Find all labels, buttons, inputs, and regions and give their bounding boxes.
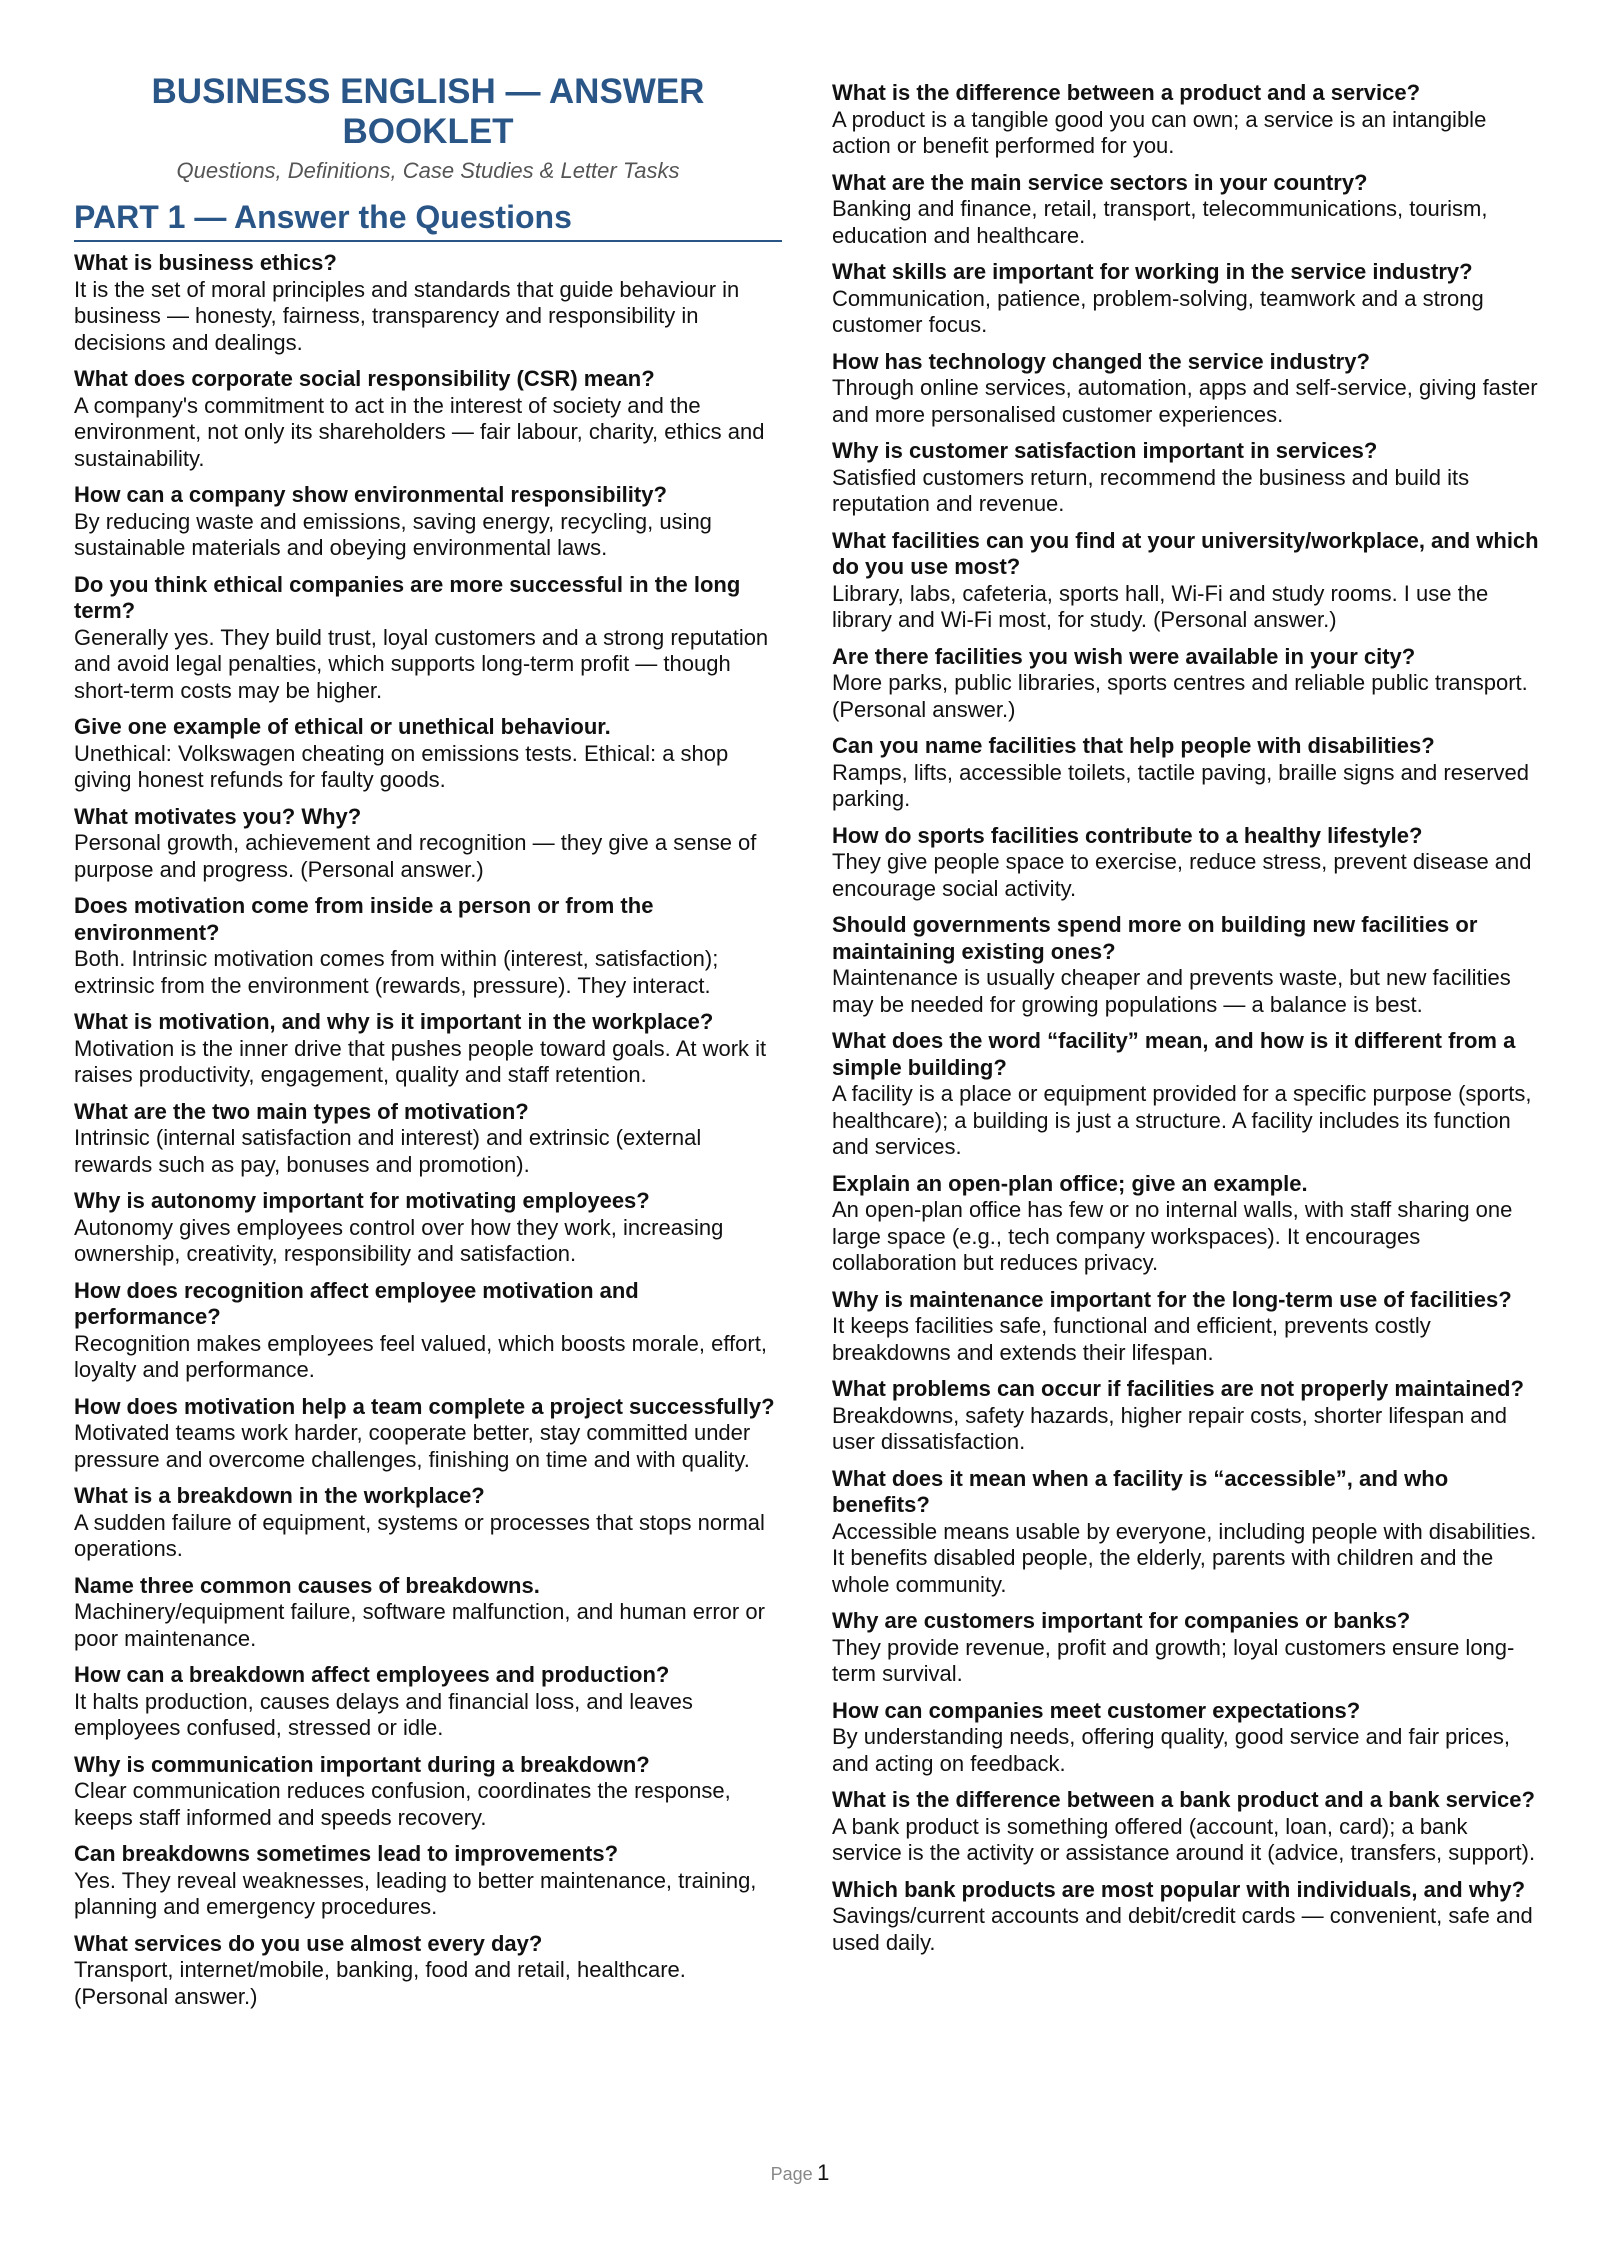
question-text: What motivates you? Why? [74,803,362,829]
qa-item [832,823,1540,903]
question-text: Name three common causes of breakdowns. [74,1572,540,1598]
answer-text: It is the set of moral principles and standards that guide behaviour in business — honesty, fairness, transparency and responsibility in decisions and dealings. [74,276,740,355]
qa-item [832,259,1540,339]
answer-text: Yes. They reveal weaknesses, leading to better maintenance, training, planning and emergency procedures. [74,1867,757,1919]
question-text: Can you name facilities that help people with disabilities? [832,733,1435,758]
answer-text: Ramps, lifts, accessible toilets, tactile paving, braille signs and reserved parking. [832,759,1529,811]
answer-text: Motivation is the inner drive that pushes people toward goals. At work it raises productivity, engagement, quality and staff retention. [74,1035,767,1087]
qa-item [74,1931,782,2011]
qa-item [832,170,1540,250]
question-text: What is a breakdown in the workplace? [74,1483,485,1508]
qa-item [74,1573,782,1653]
question-text: How do sports facilities contribute to a healthy lifestyle? [832,822,1423,848]
question-text: How can companies meet customer expectations? [832,1697,1361,1723]
qa-item [74,1278,782,1384]
answer-text: They provide revenue, profit and growth; loyal customers ensure long-term survival. [832,1634,1515,1686]
left-qa-list [74,250,782,2010]
question-text: How does motivation help a team complete a project successfully? [74,1393,775,1419]
question-text: What is the difference between a product and a service? [832,80,1421,105]
qa-item [74,893,782,999]
answer-text: They give people space to exercise, reduce stress, prevent disease and encourage social activity. [832,849,1532,901]
question-text: Can breakdowns sometimes lead to improvements? [74,1841,619,1866]
document-title: BUSINESS ENGLISH — ANSWER BOOKLET [151,72,705,151]
question-text: Why is maintenance important for the long-term use of facilities? [832,1286,1512,1312]
qa-item [832,1287,1540,1367]
answer-text: Maintenance is usually cheaper and prevents waste, but new facilities may be needed for growing populations — a balance is best. [832,965,1511,1017]
answer-text: Generally yes. They build trust, loyal customers and a strong reputation and avoid legal penalties, which supports long-term profit — though short-term costs may be higher. [74,624,769,703]
answer-text: Personal growth, achievement and recognition — they give a sense of purpose and progress. (Personal answer.) [74,830,757,882]
answer-text: An open-plan office has few or no internal walls, with staff sharing one large space (e.g., tech company workspaces). It encourages collaboration but reduces privacy. [832,1197,1513,1275]
answer-text: Breakdowns, safety hazards, higher repair costs, shorter lifespan and user dissatisfaction. [832,1402,1508,1454]
page-footer [0,2160,1600,2186]
answer-text: Intrinsic (internal satisfaction and interest) and extrinsic (external rewards such as pay, bonuses and promotion). [74,1125,702,1177]
question-text: Why is communication important during a breakdown? [74,1751,650,1777]
answer-text: A sudden failure of equipment, systems or processes that stops normal operations. [74,1509,765,1561]
qa-item [74,366,782,472]
answer-text: Satisfied customers return, recommend the business and build its reputation and revenue. [832,464,1470,516]
answer-text: It keeps facilities safe, functional and efficient, prevents costly breakdowns and extends their lifespan. [832,1313,1431,1365]
right-column [832,0,1540,1956]
question-text: What is motivation, and why is it important in the workplace? [74,1009,714,1034]
question-text: What are the main service sectors in your country? [832,169,1368,195]
question-text: How can a company show environmental responsibility? [74,482,667,507]
page-number: 1 [817,2160,830,2185]
qa-item [74,250,782,356]
answer-text: Unethical: Volkswagen cheating on emissions tests. Ethical: a shop giving honest refunds for faulty goods. [74,740,729,792]
answer-text: More parks, public libraries, sports centres and reliable public transport. (Personal answer.) [832,670,1528,722]
qa-item [832,1466,1540,1599]
qa-item [832,1608,1540,1688]
qa-item [74,1752,782,1832]
question-text: What is business ethics? [74,250,337,275]
answer-text: Communication, patience, problem-solving, teamwork and a strong customer focus. [832,285,1484,337]
qa-item [74,1394,782,1474]
qa-item [832,1171,1540,1277]
question-text: What services do you use almost every day? [74,1930,543,1956]
answer-text: Savings/current accounts and debit/credit cards — convenient, safe and used daily. [832,1903,1533,1955]
answer-text: A product is a tangible good you can own; a service is an intangible action or benefit performed for you. [832,106,1487,158]
question-text: Does motivation come from inside a person or from the environment? [74,893,654,945]
answer-text: Recognition makes employees feel valued, which boosts morale, effort, loyalty and performance. [74,1330,767,1382]
qa-item [74,1009,782,1089]
question-text: Which bank products are most popular with individuals, and why? [832,1876,1526,1902]
answer-text: Library, labs, cafeteria, sports hall, Wi-Fi and study rooms. I use the library and Wi-Fi most, for study. (Personal answer.) [832,580,1489,632]
question-text: What does corporate social responsibility (CSR) mean? [74,366,655,391]
question-text: What skills are important for working in the service industry? [832,259,1473,284]
left-column [74,0,782,2010]
qa-item [74,1841,782,1921]
qa-item [832,1028,1540,1161]
qa-item [832,1376,1540,1456]
answer-text: Machinery/equipment failure, software malfunction, and human error or poor maintenance. [74,1599,765,1651]
question-text: Why is autonomy important for motivating employees? [74,1188,650,1213]
question-text: What does it mean when a facility is “accessible”, and who benefits? [832,1465,1449,1517]
document-page [74,0,1540,2262]
question-text: Should governments spend more on building new facilities or maintaining existing ones? [832,912,1478,964]
answer-text: Clear communication reduces confusion, coordinates the response, keeps staff informed and speeds recovery. [74,1778,731,1830]
question-text: What are the two main types of motivation? [74,1098,529,1124]
qa-item [832,1877,1540,1957]
qa-item [74,1483,782,1563]
question-text: What does the word “facility” mean, and how is it different from a simple building? [832,1028,1516,1080]
answer-text: Transport, internet/mobile, banking, food and retail, healthcare. (Personal answer.) [74,1957,686,2009]
question-text: Are there facilities you wish were available in your city? [832,643,1416,669]
part-1-heading: PART 1 — Answer the Questions [74,198,782,242]
answer-text: Both. Intrinsic motivation comes from within (interest, satisfaction); extrinsic from the environment (rewards, pressure). They interact. [74,946,719,998]
qa-item [832,80,1540,160]
qa-item [74,1662,782,1742]
question-text: Give one example of ethical or unethical behaviour. [74,714,611,739]
answer-text: A bank product is something offered (account, loan, card); a bank service is the activity or assistance around it (advice, transfers, support). [832,1813,1536,1865]
qa-item [832,912,1540,1018]
question-text: What is the difference between a bank product and a bank service? [832,1787,1535,1812]
question-text: Why is customer satisfaction important in services? [832,438,1378,463]
answer-text: Autonomy gives employees control over how they work, increasing ownership, creativity, responsibility and satisfaction. [74,1214,724,1266]
qa-item [832,1698,1540,1778]
answer-text: By reducing waste and emissions, saving energy, recycling, using sustainable materials and obeying environmental laws. [74,508,712,560]
qa-item [74,1188,782,1268]
question-text: How can a breakdown affect employees and production? [74,1662,670,1687]
qa-item [74,482,782,562]
qa-item [832,438,1540,518]
question-text: How has technology changed the service industry? [832,348,1370,374]
answer-text: Accessible means usable by everyone, including people with disabilities. It benefits disabled people, the elderly, parents with children and the whole community. [832,1518,1537,1597]
right-qa-list [832,80,1540,1956]
qa-item [74,572,782,705]
question-text: What facilities can you find at your university/workplace, and which do you use most? [832,527,1539,579]
answer-text: By understanding needs, offering quality, good service and fair prices, and acting on feedback. [832,1724,1510,1776]
answer-text: It halts production, causes delays and financial loss, and leaves employees confused, stressed or idle. [74,1688,693,1740]
qa-item [74,714,782,794]
question-text: Why are customers important for companies or banks? [832,1608,1411,1633]
answer-text: A facility is a place or equipment provided for a specific purpose (sports, healthcare); a building is just a structure. A facility includes its function and services. [832,1081,1532,1159]
qa-item [832,1787,1540,1867]
page-label: Page [770,2164,813,2184]
qa-item [832,349,1540,429]
qa-item [832,733,1540,813]
qa-item [832,644,1540,724]
question-text: How does recognition affect employee motivation and performance? [74,1277,639,1329]
answer-text: Banking and finance, retail, transport, telecommunications, tourism, education and healthcare. [832,196,1488,248]
question-text: What problems can occur if facilities are not properly maintained? [832,1376,1524,1401]
qa-item [832,528,1540,634]
qa-item [74,1099,782,1179]
answer-text: A company's commitment to act in the interest of society and the environment, not only its shareholders — fair labour, charity, ethics and sustainability. [74,392,765,471]
qa-item [74,804,782,884]
question-text: Explain an open-plan office; give an example. [832,1170,1308,1196]
answer-text: Motivated teams work harder, cooperate better, stay committed under pressure and overcome challenges, finishing on time and with quality. [74,1420,751,1472]
question-text: Do you think ethical companies are more successful in the long term? [74,571,741,623]
answer-text: Through online services, automation, apps and self-service, giving faster and more personalised customer experiences. [832,375,1538,427]
document-subtitle: Questions, Definitions, Case Studies & Letter Tasks [176,158,680,183]
